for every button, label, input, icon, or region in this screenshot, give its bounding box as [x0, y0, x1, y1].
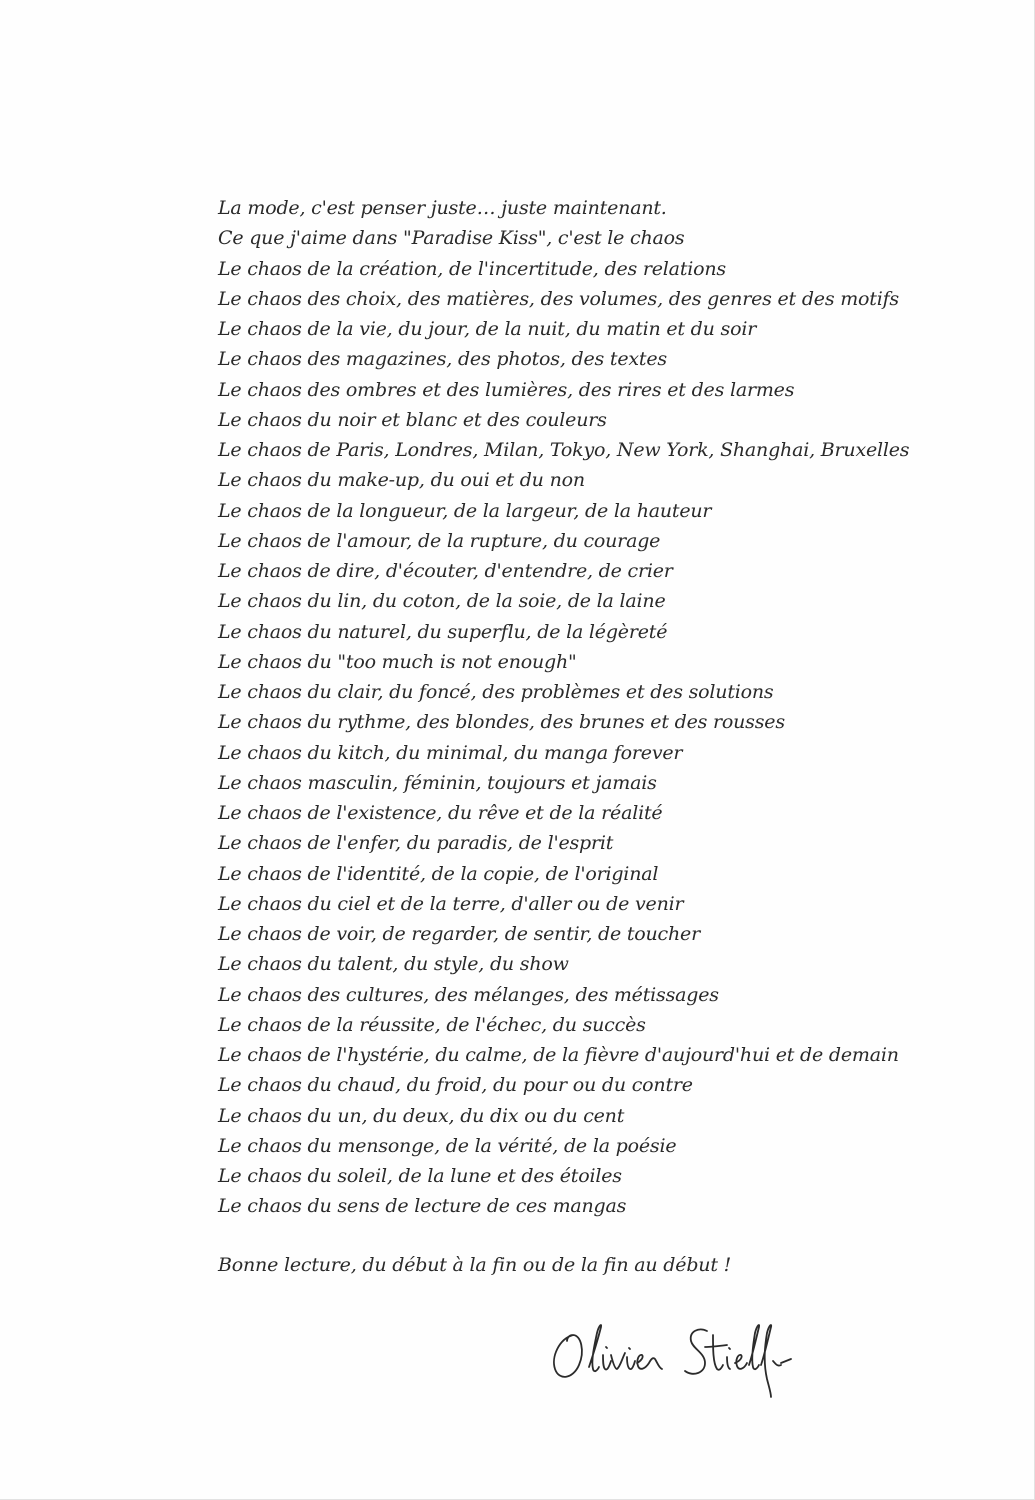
poem-line: Le chaos du kitch, du minimal, du manga forever [218, 741, 683, 764]
closing-line: Bonne lecture, du début à la fin ou de la fin au début ! [218, 1254, 732, 1276]
poem-line: Le chaos du talent, du style, du show [218, 953, 569, 976]
poem-line: Le chaos de l'enfer, du paradis, de l'esprit [218, 832, 614, 855]
poem-line: Le chaos du rythme, des blondes, des brunes et des rousses [218, 711, 785, 734]
poem-line: Le chaos du ciel et de la terre, d'aller ou de venir [218, 892, 684, 915]
poem-line: Le chaos de l'hystérie, du calme, de la fièvre d'aujourd'hui et de demain [218, 1044, 899, 1066]
poem-line: Le chaos du sens de lecture de ces mangas [218, 1195, 627, 1218]
poem-line: Le chaos du soleil, de la lune et des étoiles [218, 1165, 622, 1187]
poem-line: Le chaos des cultures, des mélanges, des métissages [218, 983, 719, 1006]
poem-line: Le chaos de voir, de regarder, de sentir, de toucher [218, 923, 700, 945]
poem-line: Ce que j'aime dans "Paradise Kiss", c'est le chaos [218, 227, 685, 250]
poem-line: Le chaos du chaud, du froid, du pour ou du contre [218, 1074, 693, 1097]
poem-line: Le chaos des ombres et des lumières, des rires et des larmes [218, 378, 795, 401]
poem-line: La mode, c'est penser juste… juste maintenant. [218, 197, 667, 219]
poem-line: Le chaos du lin, du coton, de la soie, de la laine [218, 590, 666, 613]
poem-line: Le chaos du clair, du foncé, des problèmes et des solutions [218, 681, 774, 703]
poem-line: Le chaos de dire, d'écouter, d'entendre, de crier [218, 560, 673, 582]
poem-line: Le chaos des choix, des matières, des volumes, des genres et des motifs [218, 287, 899, 310]
poem-line: Le chaos de l'existence, du rêve et de la réalité [218, 802, 663, 824]
signature [545, 1305, 845, 1405]
poem-line: Le chaos de la réussite, de l'échec, du succès [218, 1013, 646, 1036]
poem-line: Le chaos de la création, de l'incertitude, des relations [218, 257, 726, 280]
poem-line: Le chaos de la vie, du jour, de la nuit, du matin et du soir [218, 318, 757, 340]
poem-line: Le chaos de l'identité, de la copie, de l'original [218, 862, 659, 885]
poem [218, 193, 998, 1222]
poem-line: Le chaos des magazines, des photos, des textes [218, 348, 667, 371]
poem-line: Le chaos du mensonge, de la vérité, de la poésie [218, 1134, 677, 1157]
poem-line: Le chaos du "too much is not enough" [218, 650, 577, 673]
poem-line: Le chaos du noir et blanc et des couleurs [218, 408, 607, 431]
poem-line: Le chaos du make-up, du oui et du non [218, 469, 585, 492]
poem-line: Le chaos masculin, féminin, toujours et jamais [218, 771, 657, 794]
poem-line: Le chaos de l'amour, de la rupture, du courage [218, 529, 661, 552]
poem-line: Le chaos du un, du deux, du dix ou du cent [218, 1104, 625, 1127]
poem-line: Le chaos du naturel, du superflu, de la légèreté [218, 620, 668, 643]
poem-line: Le chaos de la longueur, de la largeur, de la hauteur [218, 499, 712, 522]
poem-line: Le chaos de Paris, Londres, Milan, Tokyo, New York, Shanghai, Bruxelles [218, 439, 910, 461]
